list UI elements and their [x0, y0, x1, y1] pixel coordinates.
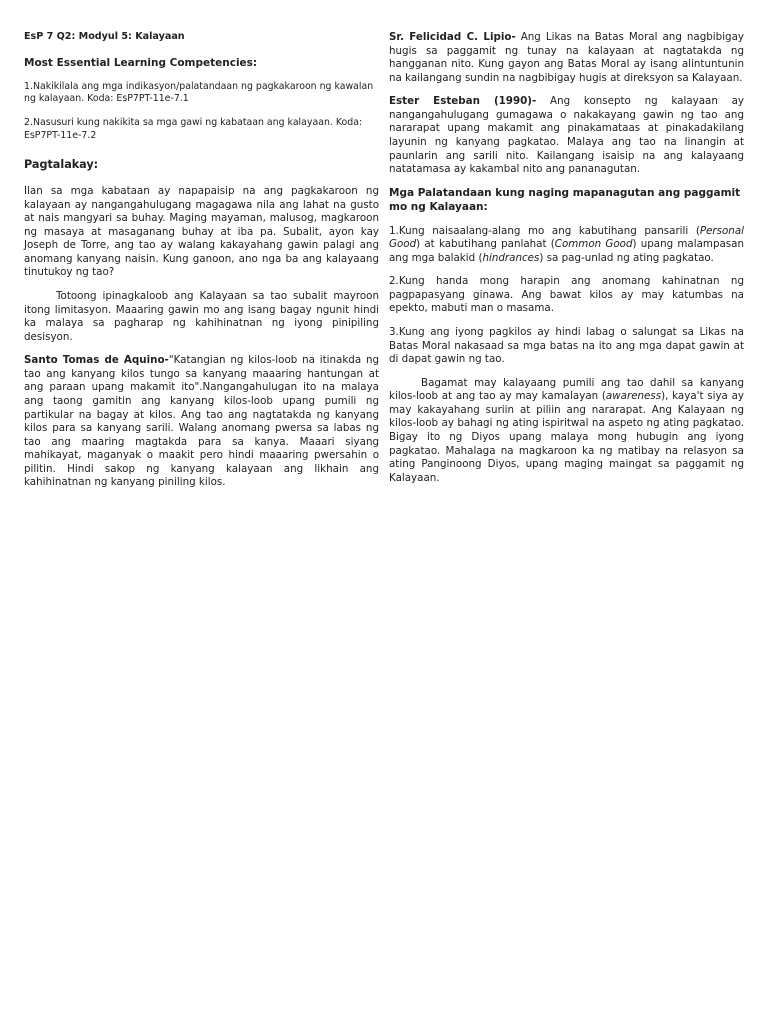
closing-text-b: ), kaya't siya ay may kakayahang suriin at piliin ang nararapat. Ang Kalayaan ng kilos-loob ay bahagi ng ating ispiritwal na aspeto ng ating pagkatao. Bigay ito ng Diyos upang malaya mong hubugin ang iyong pagkatao. Mahalaga na magkaroon ka ng matibay na relasyon sa ating Panginoong Diyos, upang maging maingat sa paggamit ng Kalayaan.	[389, 390, 744, 484]
lipio-text: Ang Likas na Batas Moral ang nagbibigay hugis sa paggamit ng tunay na kalayaan at nagtatakda ng hangganan nito. Kung gayon ang Batas Moral ay isang alintuntunin na kailangang sundin na nagbibigay hugis at direksyon sa Kalayaan.	[389, 31, 744, 84]
sign-item-2: 2.Kung handa mong harapin ang anomang kahinatnan ng pagpapasyang ginawa. Ang bawat kilos ay may katumbas na epekto, mabuti man o masama.	[389, 275, 744, 315]
sign-1-text-d: ) sa pag-unlad ng ating pagkatao.	[539, 251, 714, 264]
sign-item-3: 3.Kung ang iyong pagkilos ay hindi labag o salungat sa Likas na Batas Moral nakasaad sa mga batas na ito ang mga dapat gawin at di dapat gawin ng tao.	[389, 325, 744, 366]
sign-1-text-a: 1.Kung naisaalang-alang mo ang kabutihang pansarili (	[389, 224, 700, 237]
esteban-name: Ester Esteban (1990)-	[389, 95, 537, 108]
sign-item-1	[389, 225, 744, 266]
sign-1-em-personal-good: Personal Good	[389, 224, 744, 251]
right-column	[389, 31, 744, 495]
esteban-text: Ang konsepto ng kalayaan ay nangangahulugang gumagawa o nakakayang gawin ng tao ang nararapat upang makamit ang pinakamataas at pinakadakilang layunin ng kanyang pagkatao. Malaya ang tao na linangin at paunlarin ang sarili nito. Kailangang isaisip na ang kalayaang natatamasa ay kakambal nito ang pananagutan.	[389, 95, 744, 176]
sign-1-em-hindrances: hindrances	[482, 251, 540, 264]
aquino-paragraph	[24, 354, 379, 490]
intro-paragraph: Ilan sa mga kabataan ay napapaisip na ang pagkakaroon ng kalayaan ay nangangahulugang magagawa nila ang lahat na gusto at nais mangyari sa buhay. Maging mayaman, malusog, magkaroon ng masaya at masaganang buhay at iba pa. Subalit, ayon kay Joseph de Torre, ang tao ay walang kakayahang gawin palagi ang anomang kanyang naisin. Kung ganoon, ano nga ba ang kalayaang tinutukoy ng tao?	[24, 184, 379, 279]
lipio-paragraph	[389, 31, 744, 85]
module-title: EsP 7 Q2: Modyul 5: Kalayaan	[24, 31, 185, 42]
competency-item-2: 2.Nasusuri kung nakikita sa mga gawi ng kabataan ang kalayaan. Koda: EsP7PT-11e-7.2	[24, 117, 363, 141]
closing-em-awareness: awareness	[605, 390, 662, 403]
aquino-name: Santo Tomas de Aquino-	[24, 354, 169, 367]
competencies-heading: Most Essential Learning Competencies:	[24, 56, 258, 69]
sign-1-em-common-good: Common Good	[554, 238, 633, 251]
signs-heading: Mga Palatandaan kung naging mapanagutan ang paggamit mo ng Kalayaan:	[389, 186, 741, 213]
lipio-name: Sr. Felicidad C. Lipio-	[389, 31, 516, 43]
sign-1-text-c: ) upang malampasan ang mga balakid (	[389, 238, 744, 264]
sign-1-text-b: ) at kabutihang panlahat (	[416, 238, 555, 251]
pagtalakay-heading: Pagtalakay:	[24, 158, 99, 172]
left-column	[24, 31, 379, 500]
esteban-paragraph	[389, 95, 744, 176]
competency-item-1: 1.Nakikilala ang mga indikasyon/palatandaan ng pagkakaroon ng kawalan ng kalayaan. Koda: EsP7PT-11e-7.1	[24, 80, 374, 104]
closing-text-a: Bagamat may kalayaang pumili ang tao dahil sa kanyang kilos-loob at ang tao ay may kamalayan (	[389, 376, 744, 403]
aquino-text: "Katangian ng kilos-loob na itinakda ng tao ang kanyang kilos tungo sa kanyang maaaring hantungan at ang paraan upang makamit ito".Nangangahulugan ito na malaya ang taong gamitin ang kanyang kilos-loob upang pumili ng partikular na bagay at kilos. Ang tao ang nagtatakda ng kanyang kilos para sa kanyang sarili. Walang anomang pwersa sa labas ng tao ang maaring magtakda para sa kanya. Maaari siyang mahikayat, maganyak o maakit pero hindi maaaring pwersahin o pilitin. Hindi sakop ng kanyang kalayaan ang likhain ang kahihinatnan ng kanyang piniling kilos.	[24, 354, 380, 489]
limitation-paragraph: Totoong ipinagkaloob ang Kalayaan sa tao subalit mayroon itong limitasyon. Maaaring gawin mo ang isang bagay ngunit hindi ka malaya sa pagharap ng kahihinatnan ng iyong pinipiling desisyon.	[24, 289, 379, 343]
closing-paragraph	[389, 377, 744, 486]
